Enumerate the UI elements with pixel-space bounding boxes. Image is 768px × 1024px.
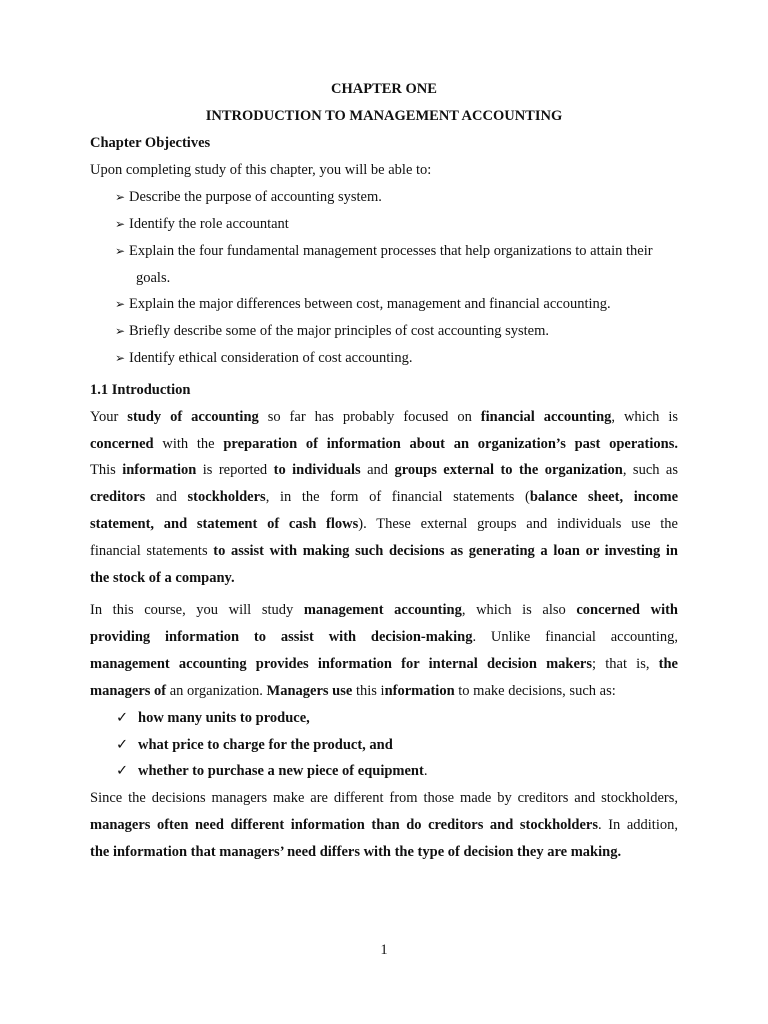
paragraph-line bbox=[90, 516, 678, 533]
arrow-bullet-icon: ➢ bbox=[115, 324, 126, 338]
bold-text: the information that managers’ need differs with the type of decision they are making. bbox=[90, 844, 622, 860]
text-run: Since the decisions managers make are different from those made by creditors and stockholders, bbox=[90, 790, 678, 806]
bold-text: balance sheet, income bbox=[529, 489, 679, 505]
paragraph-line bbox=[90, 489, 678, 506]
bold-text: managers of bbox=[90, 683, 167, 699]
paragraph-line bbox=[90, 543, 678, 560]
text-run: and bbox=[360, 462, 395, 478]
bold-text: to individuals bbox=[273, 462, 361, 478]
paragraph-line bbox=[90, 844, 678, 861]
objective-text: Identify ethical consideration of cost accounting. bbox=[129, 350, 413, 366]
text-run: ). These external groups and individuals use the bbox=[358, 516, 678, 532]
bold-text: preparation of information about an organization’s past operations. bbox=[223, 436, 678, 452]
text-run: financial statements bbox=[90, 543, 214, 559]
text-run: . Unlike financial accounting, bbox=[472, 629, 678, 645]
bold-text: managers often need different information than do creditors and stockholders bbox=[90, 817, 599, 833]
paragraph-line bbox=[90, 817, 678, 834]
bold-text: the stock of a company. bbox=[90, 570, 235, 586]
text-run: , which is bbox=[611, 409, 678, 425]
text-run: and bbox=[145, 489, 188, 505]
section-heading: 1.1 Introduction bbox=[90, 382, 191, 398]
bold-text: groups external to the organization bbox=[394, 462, 623, 478]
paragraph-line bbox=[90, 790, 678, 807]
objective-text: goals. bbox=[136, 270, 171, 286]
page-number: 1 bbox=[380, 942, 388, 958]
check-item bbox=[116, 763, 676, 780]
bold-text: providing information to assist with decision-making bbox=[90, 629, 473, 645]
checkmark-icon: ✓ bbox=[116, 737, 129, 753]
bold-text: creditors bbox=[90, 489, 146, 505]
paragraph-line bbox=[90, 602, 678, 619]
objective-text: Briefly describe some of the major principles of cost accounting system. bbox=[129, 323, 549, 339]
text-run: . bbox=[423, 763, 428, 779]
text-run: this i bbox=[352, 683, 385, 699]
text-run: Your bbox=[90, 409, 128, 425]
paragraph-line bbox=[90, 462, 678, 479]
arrow-bullet-icon: ➢ bbox=[115, 351, 126, 365]
objective-item bbox=[136, 270, 678, 287]
bold-text: management accounting bbox=[303, 602, 462, 618]
text-run: In this course, you will study bbox=[90, 602, 304, 618]
bold-text: to assist with making such decisions as generating a loan or investing in bbox=[213, 543, 678, 559]
arrow-bullet-icon: ➢ bbox=[115, 297, 126, 311]
text-run: so far has probably focused on bbox=[258, 409, 481, 425]
bold-text: concerned bbox=[90, 436, 154, 452]
bold-text: stockholders bbox=[187, 489, 266, 505]
text-run: This bbox=[90, 462, 123, 478]
paragraph-line bbox=[90, 656, 678, 673]
objectives-intro: Upon completing study of this chapter, you will be able to: bbox=[90, 162, 432, 178]
bold-text: management accounting provides information for internal decision makers bbox=[90, 656, 593, 672]
text-run: , in the form of financial statements ( bbox=[265, 489, 530, 505]
arrow-bullet-icon: ➢ bbox=[115, 244, 126, 258]
arrow-bullet-icon: ➢ bbox=[115, 190, 126, 204]
chapter-number: CHAPTER ONE bbox=[331, 81, 437, 97]
objective-item bbox=[115, 189, 678, 206]
objective-text: Identify the role accountant bbox=[129, 216, 289, 232]
text-run: ; that is, bbox=[592, 656, 659, 672]
objective-text: Describe the purpose of accounting system. bbox=[129, 189, 382, 205]
objectives-heading: Chapter Objectives bbox=[90, 135, 211, 151]
bold-text: study of accounting bbox=[127, 409, 259, 425]
paragraph-line bbox=[90, 570, 678, 587]
objective-text: Explain the four fundamental management processes that help organizations to attain their bbox=[129, 243, 653, 259]
objective-item bbox=[115, 323, 678, 340]
bold-text: the bbox=[658, 656, 678, 672]
paragraph-line bbox=[90, 436, 678, 453]
text-run: is reported bbox=[196, 462, 274, 478]
check-item bbox=[116, 710, 676, 727]
objective-item bbox=[115, 350, 678, 367]
paragraph-line bbox=[90, 409, 678, 426]
paragraph-line bbox=[90, 629, 678, 646]
objective-item bbox=[115, 243, 678, 260]
bold-text: information bbox=[122, 462, 197, 478]
objective-item bbox=[115, 296, 678, 313]
check-item bbox=[116, 737, 676, 754]
bold-text: Managers use bbox=[266, 683, 353, 699]
arrow-bullet-icon: ➢ bbox=[115, 217, 126, 231]
text-run: . In addition, bbox=[598, 817, 678, 833]
text-run: , which is also bbox=[461, 602, 577, 618]
bold-text: how many units to produce, bbox=[138, 710, 310, 726]
bold-text: whether to purchase a new piece of equipment bbox=[138, 763, 424, 779]
paragraph-line bbox=[90, 683, 678, 700]
bold-text: financial accounting bbox=[480, 409, 612, 425]
bold-text: statement, and statement of cash flows bbox=[90, 516, 359, 532]
objective-item bbox=[115, 216, 678, 233]
bold-text: what price to charge for the product, and bbox=[138, 737, 393, 753]
objective-text: Explain the major differences between cost, management and financial accounting. bbox=[129, 296, 611, 312]
checkmark-icon: ✓ bbox=[116, 710, 129, 726]
text-run: with the bbox=[153, 436, 224, 452]
checkmark-icon: ✓ bbox=[116, 763, 129, 779]
bold-text: nformation bbox=[384, 683, 455, 699]
bold-text: concerned with bbox=[576, 602, 678, 618]
text-run: an organization. bbox=[166, 683, 267, 699]
chapter-title: INTRODUCTION TO MANAGEMENT ACCOUNTING bbox=[205, 108, 563, 124]
text-run: to make decisions, such as: bbox=[454, 683, 616, 699]
text-run: , such as bbox=[622, 462, 679, 478]
